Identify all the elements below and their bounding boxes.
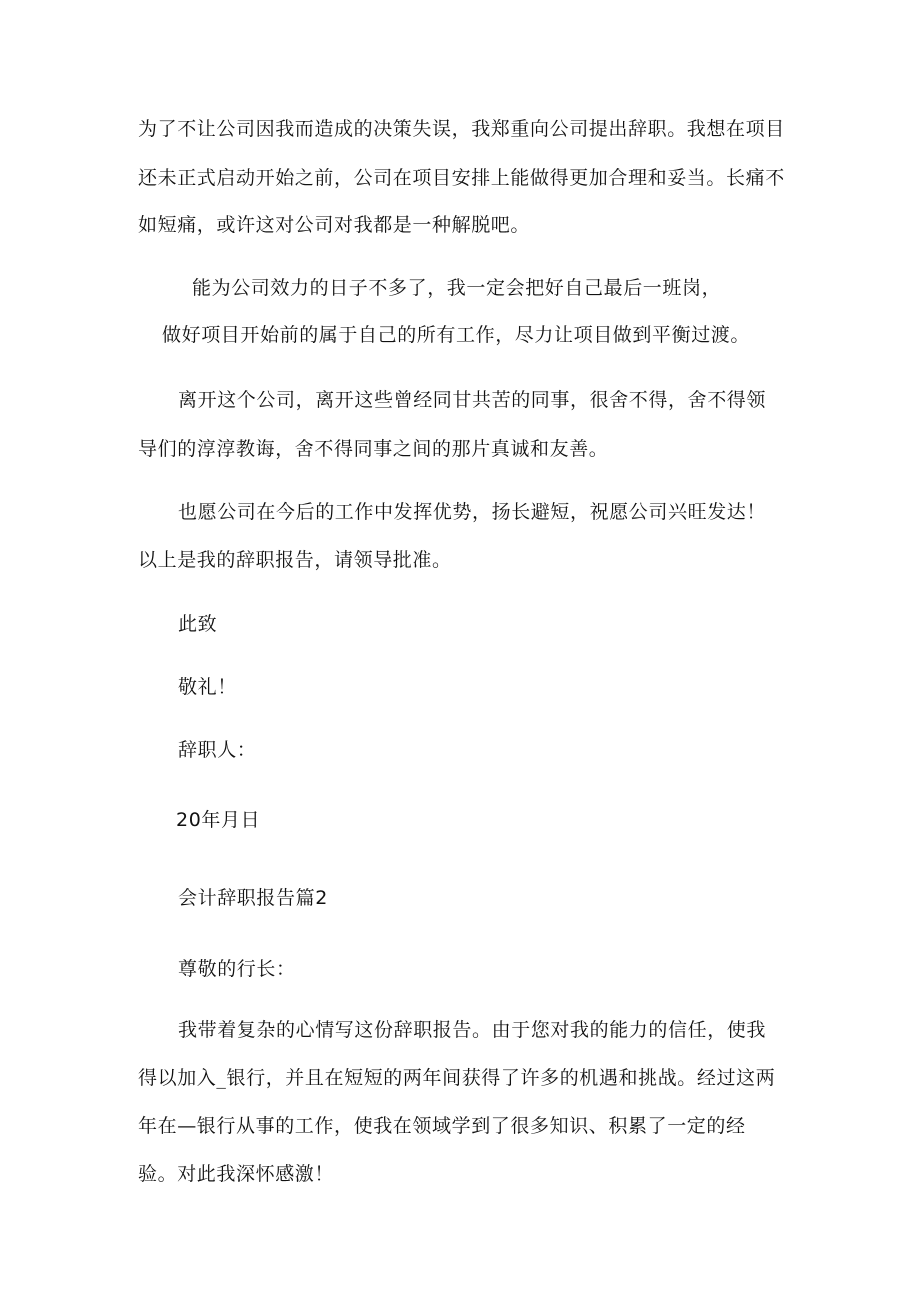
paragraph-3-line-2: 导们的淳淳教诲，舍不得同事之间的那片真诚和友善。 <box>138 438 609 460</box>
closing-text: 此致 <box>178 613 218 635</box>
paragraph-5-line-3: 年在—银行从事的工作，使我在领域学到了很多知识、积累了一定的经 <box>138 1115 746 1137</box>
signer-label: 辞职人： <box>178 739 257 761</box>
salutation-text: 敬礼！ <box>178 676 237 698</box>
paragraph-5-line-4: 验。对此我深怀感激！ <box>138 1163 335 1185</box>
paragraph-1-line-1: 为了不让公司因我而造成的决策失误，我郑重向公司提出辞职。我想在项目 <box>138 118 785 140</box>
paragraph-2-line-2: 做好项目开始前的属于自己的所有工作，尽力让项目做到平衡过渡。 <box>162 324 751 346</box>
date-line: 20年月日 <box>176 809 261 831</box>
paragraph-5-line-1: 我带着复杂的心情写这份辞职报告。由于您对我的能力的信任，使我 <box>178 1019 767 1041</box>
paragraph-1-line-3: 如短痛，或许这对公司对我都是一种解脱吧。 <box>138 214 531 236</box>
paragraph-2-line-1: 能为公司效力的日子不多了，我一定会把好自己最后一班岗， <box>192 277 722 299</box>
paragraph-5-line-2: 得以加入_银行，并且在短短的两年间获得了许多的机遇和挑战。经过这两 <box>138 1067 776 1089</box>
paragraph-4-line-1: 也愿公司在今后的工作中发挥优势，扬长避短，祝愿公司兴旺发达！ <box>178 501 767 523</box>
paragraph-1-line-2: 还未正式启动开始之前，公司在项目安排上能做得更加合理和妥当。长痛不 <box>138 167 785 189</box>
paragraph-4-line-2: 以上是我的辞职报告，请领导批准。 <box>138 549 452 571</box>
greeting-text: 尊敬的行长： <box>178 958 296 980</box>
paragraph-3-line-1: 离开这个公司，离开这些曾经同甘共苦的同事，很舍不得，舍不得领 <box>178 389 767 411</box>
section-title: 会计辞职报告篇2 <box>178 887 328 909</box>
